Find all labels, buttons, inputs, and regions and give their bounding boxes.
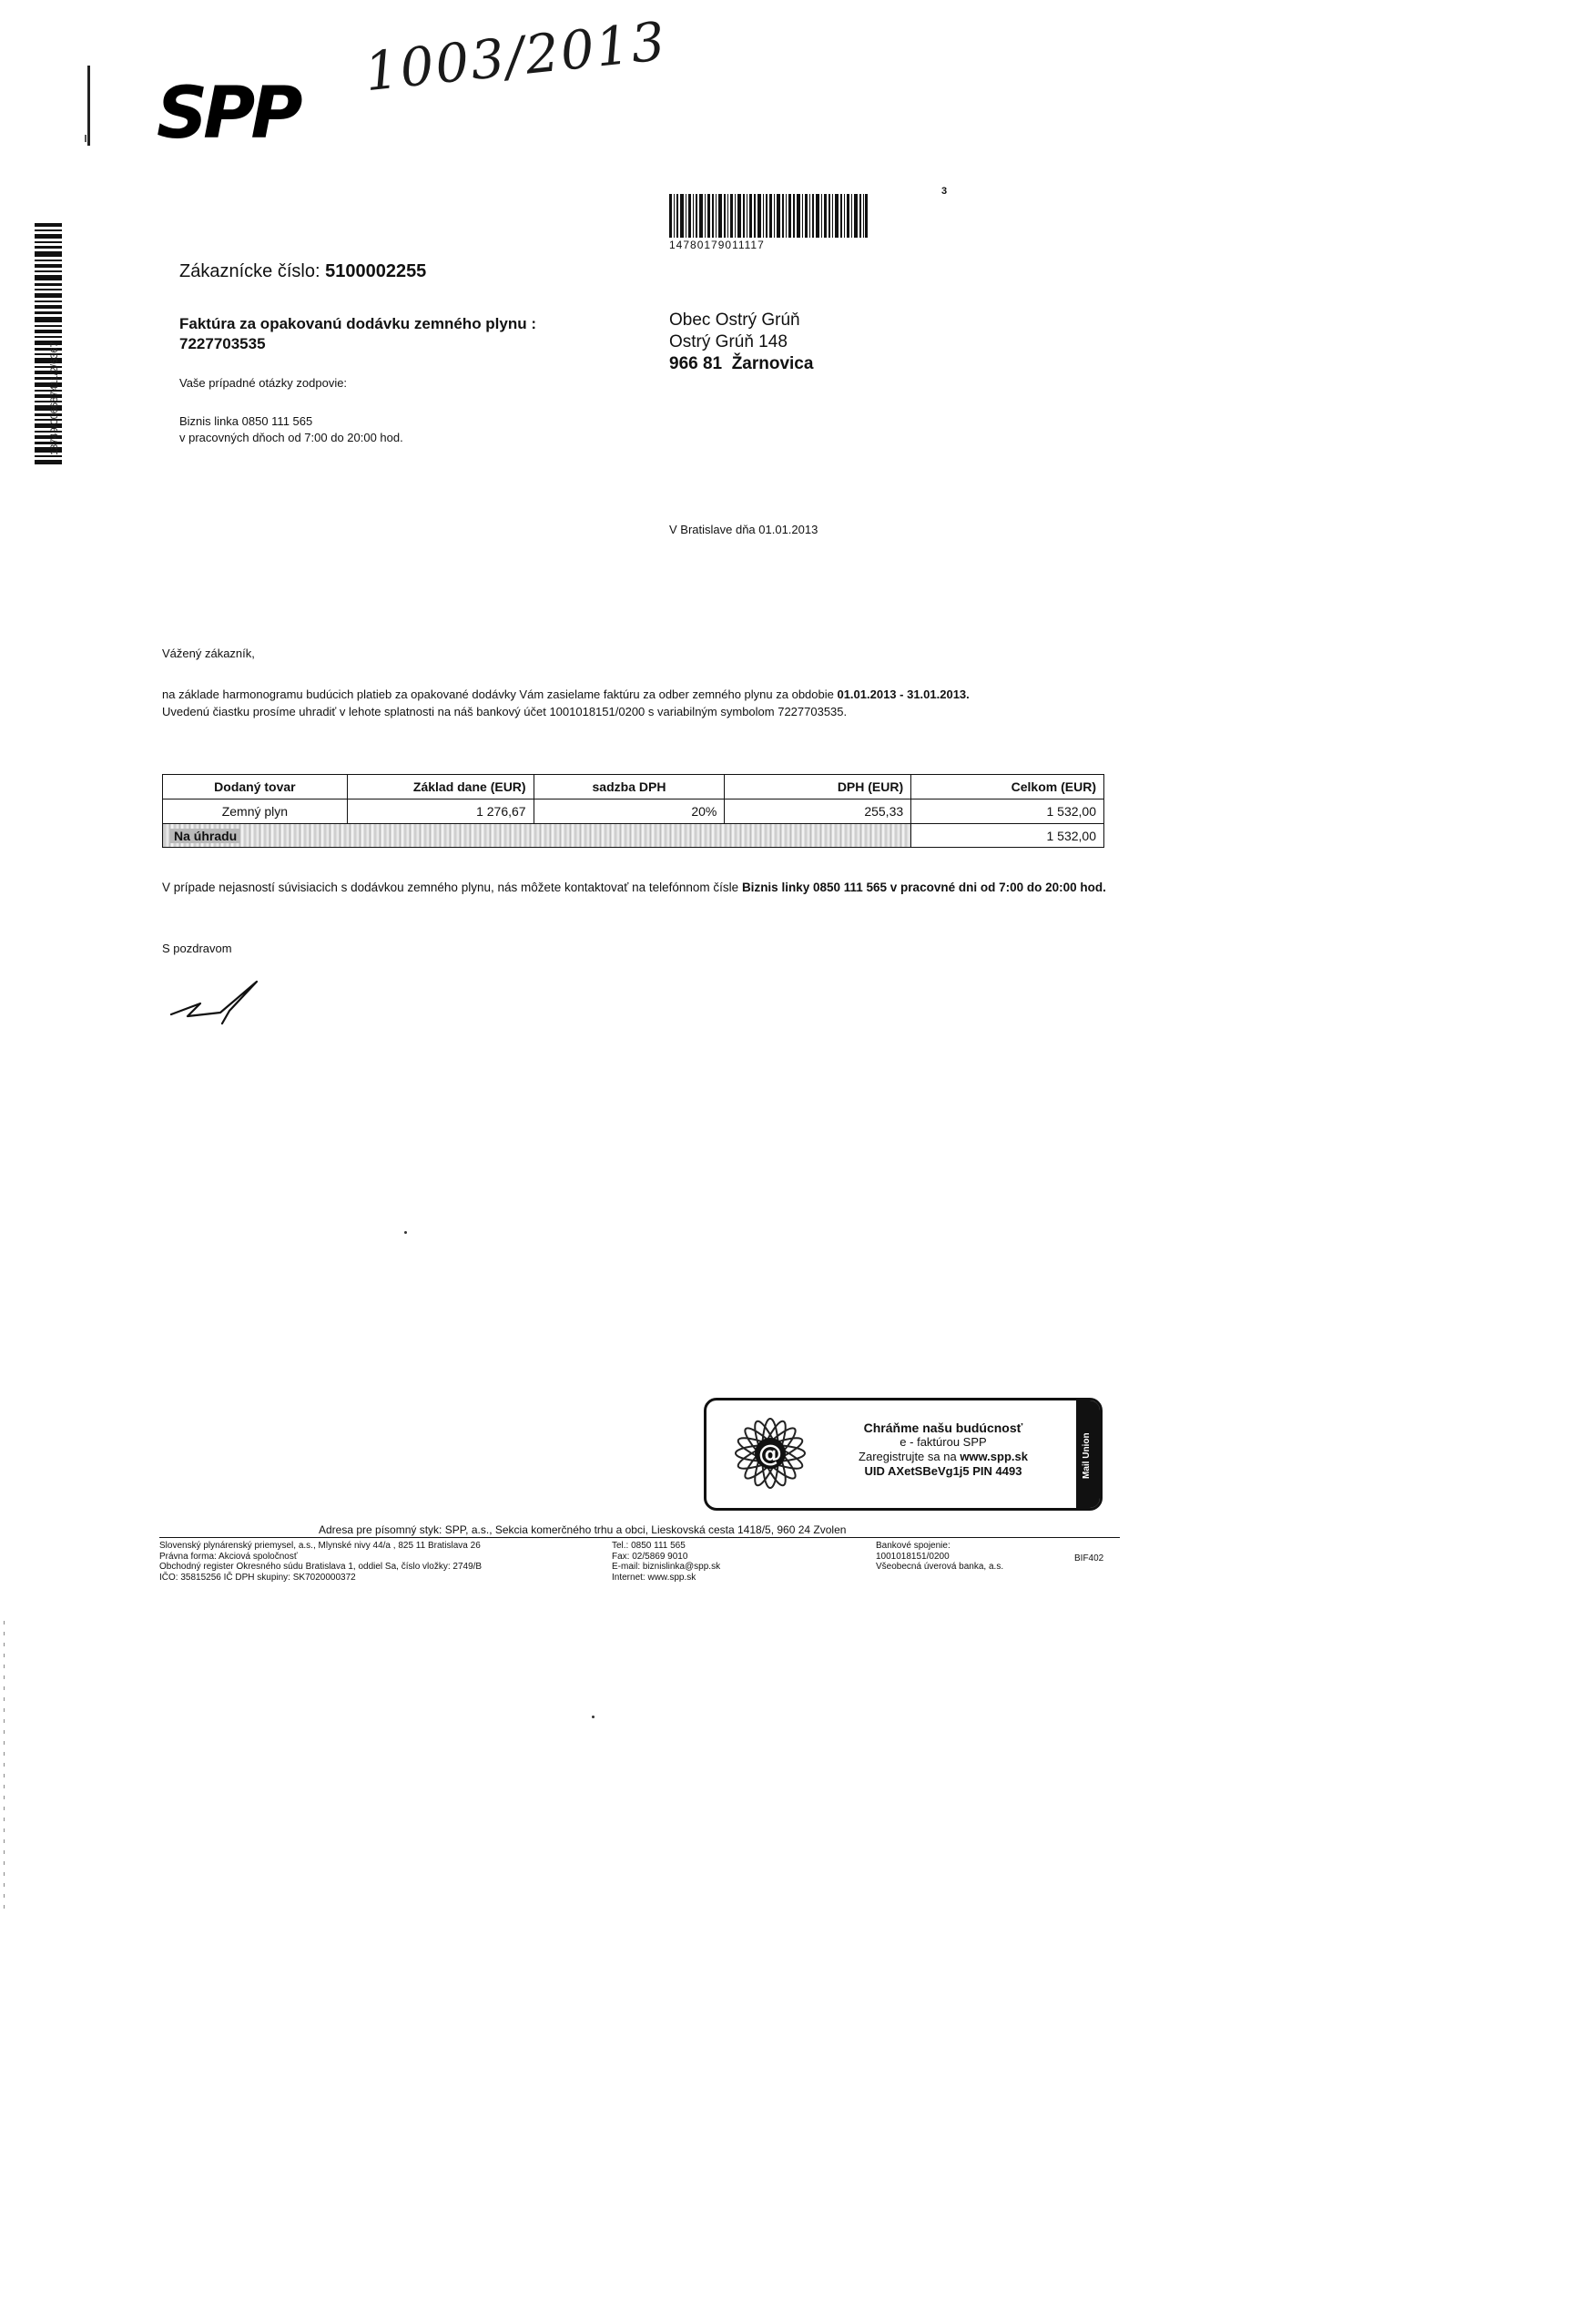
invoice-number: 7227703535: [179, 335, 266, 352]
billing-period-text: na základe harmonogramu budúcich platieb za opakované dodávky Vám zasielame faktúru za odber zemného plynu za obdobie: [162, 687, 838, 701]
document-barcode: [669, 194, 868, 238]
billing-period-paragraph: [162, 686, 1109, 703]
addressee-city-line: [669, 353, 813, 375]
footer-contacts: [612, 1541, 776, 1583]
barcode-number: 14780179011117: [669, 239, 765, 251]
footer-bank: [876, 1541, 1076, 1573]
addressee-block: [669, 310, 813, 375]
promo-text: [843, 1421, 1043, 1479]
scan-speck: [404, 1231, 407, 1234]
total-amount: 1 532,00: [911, 824, 1104, 848]
footer-company-info: [159, 1541, 610, 1583]
header-vat: DPH (EUR): [725, 775, 911, 799]
contact-bizline: Biznis linky 0850 111 565 v pracovné dni od 7:00 do 20:00 hod.: [741, 881, 1106, 894]
customer-number-label: Zákaznícke číslo:: [179, 261, 320, 281]
footer-address: Adresa pre písomný styk: SPP, a.s., Sekcia komerčného trhu a obci, Lieskovská cesta 1418/5, 960 24 Zvolen: [319, 1523, 847, 1536]
signature: [166, 976, 275, 1031]
promo-website: www.spp.sk: [960, 1450, 1028, 1463]
footer-company-name: Slovenský plynárenský priemysel, a.s., Mlynské nivy 44/a , 825 11 Bratislava 26: [159, 1541, 481, 1551]
salutation: Vážený zákazník,: [162, 647, 255, 660]
closing: S pozdravom: [162, 942, 232, 955]
promo-register: [843, 1450, 1043, 1464]
scan-edge: [4, 1621, 5, 1912]
contact-note-text: V prípade nejasností súvisiacich s dodávkou zemného plynu, nás môžete kontaktovať na telefónnom čísle: [162, 881, 742, 894]
customer-number-value: 5100002255: [325, 261, 427, 281]
margin-mark-small: [85, 135, 86, 142]
total-label-cell: [163, 824, 911, 848]
billing-period: 01.01.2013 - 31.01.2013.: [837, 687, 970, 701]
invoice-title-text: Faktúra za opakovanú dodávku zemného plynu :: [179, 315, 537, 332]
place-date: V Bratislave dňa 01.01.2013: [669, 523, 818, 536]
customer-number: [179, 261, 426, 282]
questions-label: Vaše prípadné otázky zodpovie:: [179, 376, 348, 390]
promo-credentials: UID AXetSBeVg1j5 PIN 4493: [864, 1464, 1022, 1478]
table-total-row: [163, 824, 1104, 848]
footer-legal-form: Právna forma: Akciová spoločnosť: [159, 1551, 298, 1562]
letter-body: [162, 686, 1109, 720]
cell-tax-base: 1 276,67: [347, 799, 534, 824]
promo-register-text: Zaregistrujte sa na: [859, 1450, 961, 1463]
bizline-phone: Biznis linka 0850 111 565: [179, 414, 313, 428]
table-row: [163, 799, 1104, 824]
page-number: 3: [941, 186, 948, 197]
footer-form-code: BIF402: [1074, 1553, 1104, 1563]
margin-mark: [87, 66, 90, 146]
addressee-street: Ostrý Grúň 148: [669, 332, 788, 351]
footer-bank-account: 1001018151/0200: [876, 1551, 950, 1562]
footer-email: E-mail: biznislinka@spp.sk: [612, 1562, 721, 1572]
bizline-info: [179, 413, 403, 446]
header-tax-base: Základ dane (EUR): [347, 775, 534, 799]
table-header-row: [163, 775, 1104, 799]
mail-union-stripe: [1076, 1400, 1100, 1508]
addressee-city: Žarnovica: [731, 354, 814, 373]
invoice-table: [162, 774, 1104, 848]
scan-speck: [592, 1716, 595, 1718]
payment-instructions: Uvedenú čiastku prosíme uhradiť v lehote splatnosti na náš bankový účet 1001018151/0200 s variabilným symbolom 7227703535.: [162, 705, 848, 718]
header-vat-rate: sadzba DPH: [534, 775, 725, 799]
footer-ids: IČO: 35815256 IČ DPH skupiny: SK7020000372: [159, 1572, 356, 1583]
promo-subtitle: e - faktúrou SPP: [900, 1435, 987, 1449]
sunflower-icon: [727, 1410, 814, 1497]
footer-bank-label: Bankové spojenie:: [876, 1541, 950, 1551]
addressee-name: Obec Ostrý Grúň: [669, 311, 800, 330]
footer-tel: Tel.: 0850 111 565: [612, 1541, 686, 1551]
contact-note: [162, 876, 1109, 900]
footer-fax: Fax: 02/5869 9010: [612, 1551, 688, 1562]
cell-total: 1 532,00: [911, 799, 1104, 824]
handwritten-reference: 1003/2013: [361, 9, 670, 104]
footer-divider: [159, 1537, 1120, 1538]
footer-register: Obchodný register Okresného súdu Bratislava 1, oddiel Sa, číslo vložky: 2749/B: [159, 1562, 483, 1572]
cell-vat-rate: 20%: [534, 799, 725, 824]
e-invoice-promo: [704, 1398, 1103, 1511]
cell-goods: Zemný plyn: [163, 799, 348, 824]
side-barcode-number: 13749/006687411/2/6367: [49, 341, 60, 455]
footer-bank-name: Všeobecná úverová banka, a.s.: [876, 1562, 1004, 1572]
promo-title: Chráňme našu budúcnosť: [863, 1421, 1023, 1435]
mail-union-label: Mail Union: [1082, 1432, 1092, 1479]
total-label: Na úhradu: [170, 829, 240, 843]
header-total: Celkom (EUR): [911, 775, 1104, 799]
invoice-title: [179, 314, 598, 354]
cell-vat: 255,33: [725, 799, 911, 824]
header-goods: Dodaný tovar: [163, 775, 348, 799]
spp-logo: SPP: [157, 73, 299, 155]
bizline-hours: v pracovných dňoch od 7:00 do 20:00 hod.: [179, 431, 403, 444]
svg-text:@: @: [758, 1441, 782, 1468]
addressee-zip: 966 81: [669, 354, 723, 373]
footer-web: Internet: www.spp.sk: [612, 1572, 696, 1583]
